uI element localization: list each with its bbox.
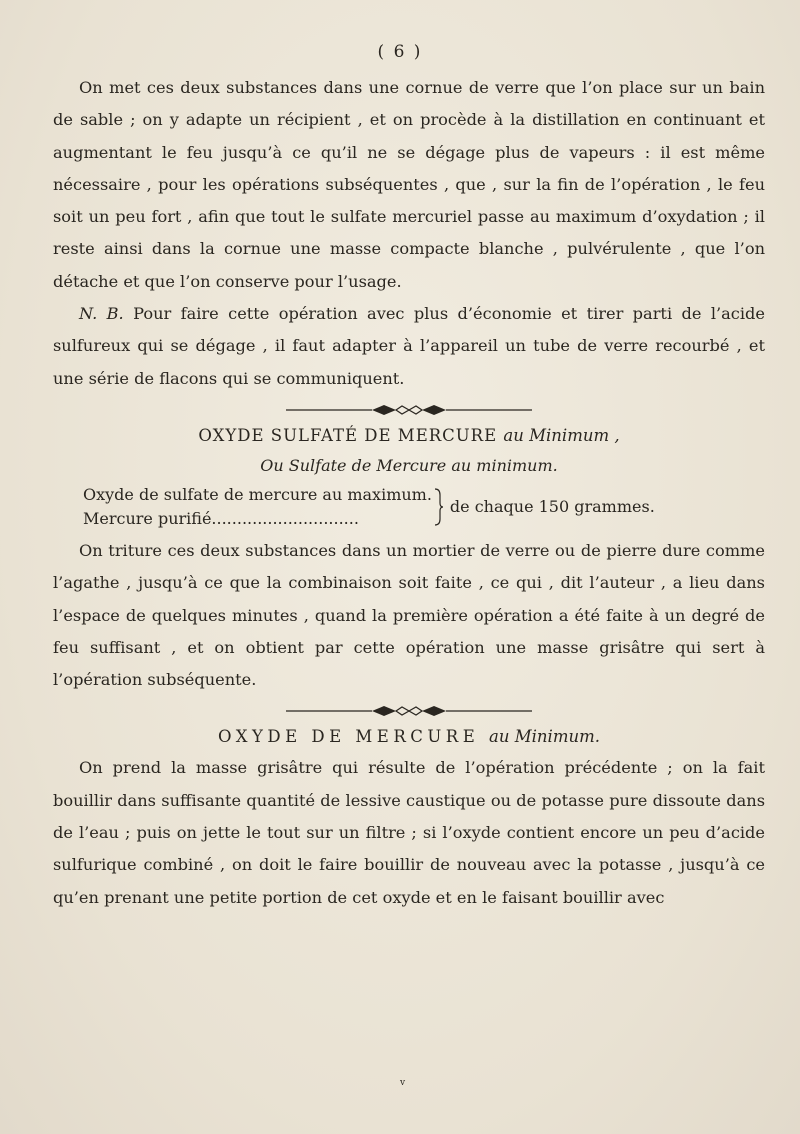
section-title-oxyde: OXYDE DE MERCURE xyxy=(218,727,480,747)
page-content xyxy=(53,72,765,914)
section-qualifier-sulfate: au Minimum , xyxy=(503,425,620,445)
paragraph-distillation: On met ces deux substances dans une cornue de verre que l’on place sur un bain de sable ; on y adapte un récipient , et on procède à la distillation en continuant et augmentant le feu jusqu’à ce qu’il ne se dégage plus de vapeurs : il est même nécessaire , pour les opérations subséquentes , que , sur la fin de l’opération , le feu soit un peu fort , afin que tout le sulfate mercuriel passe au maximum d’oxydation ; il reste ainsi dans la cornue une masse compacte blanche , pulvérulente , que l’on détache et que l’on conserve pour l’usage. xyxy=(53,78,765,291)
nota-bene-label: N. B. xyxy=(79,304,124,324)
ornamental-separator-icon xyxy=(284,403,534,417)
footer-mark: v xyxy=(400,1078,406,1088)
section-qualifier-oxyde: au Minimum. xyxy=(489,727,600,747)
paragraph-potasse: On prend la masse grisâtre qui résulte de l’opération précédente ; on la fait bouillir dans suffisante quantité de lessive caustique ou de potasse pure dissoute dans de l’eau ; puis on jette le tout sur un filtre ; si l’oxyde contient encore un peu d’acide sulfurique combiné , on doit le faire bouillir de nouveau avec la potasse , jusqu’à ce qu’en prenant une petite portion de cet oxyde et en le faisant bouillir avec xyxy=(53,758,765,907)
ingredients-list xyxy=(53,483,765,531)
ingredient-oxyde: Oxyde de sulfate de mercure au maximum. xyxy=(83,484,432,504)
ingredient-mercure: Mercure purifié............................. xyxy=(83,508,359,528)
ornamental-separator-icon xyxy=(284,704,534,718)
page-number: ( 6 ) xyxy=(377,42,423,62)
right-brace-icon xyxy=(434,487,444,527)
section-heading-oxyde xyxy=(53,722,765,752)
section-subtitle-sulfate: Ou Sulfate de Mercure au minimum. xyxy=(260,455,558,475)
paragraph-nota-bene xyxy=(53,298,765,395)
nota-bene-text: Pour faire cette opération avec plus d’économie et tirer parti de l’acide sulfureux qui se dégage , il faut adapter à l’appareil un tube de verre recourbé , et une série de flacons qui se communiquent. xyxy=(53,304,765,388)
section-heading-sulfate xyxy=(53,421,765,451)
section-title-sulfate: OXYDE SULFATÉ DE MERCURE xyxy=(198,425,498,445)
paragraph-trituration: On triture ces deux substances dans un mortier de verre ou de pierre dure comme l’agathe , jusqu’à ce que la combinaison soit faite , ce qui , dit l’auteur , a lieu dans l’espace de quelques minutes , quand la première opération a été faite à un degré de feu suffisant , et on obtient par cette opération une masse grisâtre qui sert à l’opération subséquente. xyxy=(53,540,765,690)
ingredients-items xyxy=(53,483,432,531)
ingredients-quantity: de chaque 150 grammes. xyxy=(449,496,655,516)
